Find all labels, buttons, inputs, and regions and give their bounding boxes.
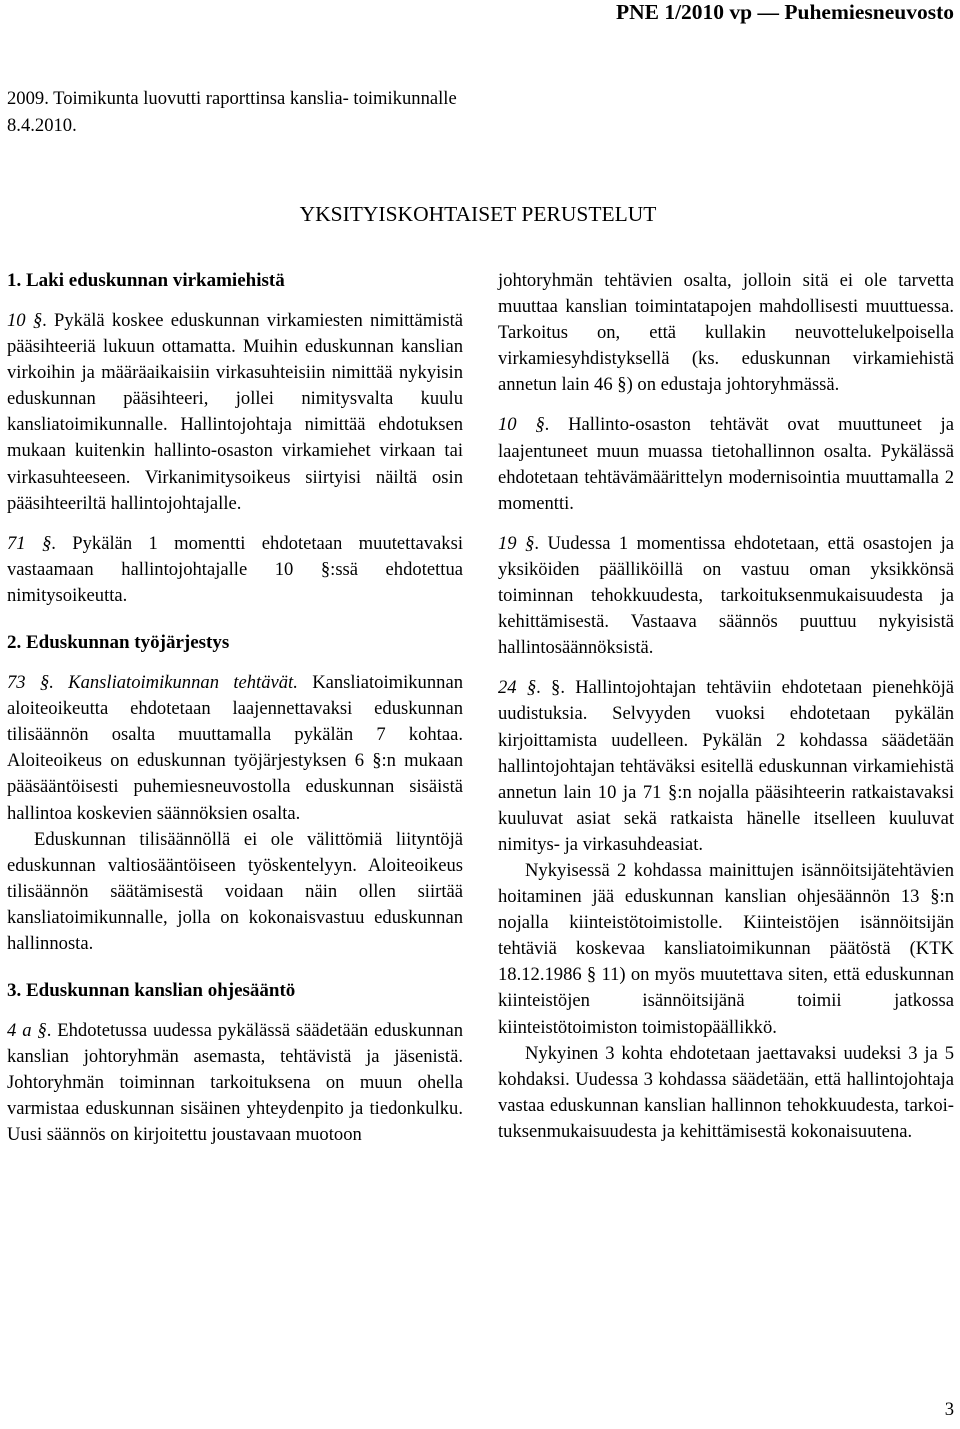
- paragraph-text: . Pykälä koskee eduskunnan virkamiesten nimittämistä pääsihteeriä lukuun ottamatta. Muihin eduskunnan kanslian virkoihin ja määräaikaisiin virkasuhteisiin nimittää nykyisin eduskunnan pääsihteeri, jollei nimitysvalta kuulu kansliatoimikunnalle. Hallintojohtaja nimittää ehdotuksen mukaan kuitenkin hallinto-osaston virkamiehet virkaan tai virkasuhteeseen. Virkanimitysoikeus siirtyisi näiltä osin pääsihteeriltä hallintojohtajalle.: [7, 310, 463, 514]
- page-number: 3: [944, 1399, 954, 1420]
- paragraph-24-section: [498, 675, 954, 858]
- paragraph-text: Kansliatoimikunnan aloiteoikeutta ehdotetaan laajennettavaksi eduskunnan tilisäännön osalta muuttamalla pykälän 7 kohtaa. Aloiteoikeus on eduskunnan työjärjestyksen 6 §:n mukaan pääsääntöisesti puhemiesneuvostolla eduskunnan sisäistä hallintoa koskevien säännöksien osalta.: [7, 672, 463, 824]
- paragraph-text: . Ehdotetussa uudessa pykälässä säädetään eduskunnan kanslian johtoryhmän asemasta, tehtävistä ja jäsenistä. Johtoryhmän toiminnan tarkoituksena on muun ohella varmistaa eduskunnan sisäinen yhteydenpito ja tiedonkulku. Uusi säännös on kirjoitettu joustavaan muotoon: [7, 1020, 464, 1146]
- intro-paragraph: 2009. Toimikunta luovutti raporttinsa kanslia- toimikunnalle 8.4.2010.: [7, 88, 457, 136]
- paragraph-isannoitsija: Nykyisessä 2 kohdassa mainittujen isännöitsijätehtävien hoitaminen jää eduskunnan kanslian ohjesäännön 13 §:n nojalla kiinteistötoimistolle. Kiinteistöjen isännöitsijän tehtäviä koskevaa kansliatoimikunnan päätöstä (KTK 18.12.1986 § 11) on myös muutettava siten, että eduskunnan kiinteistöjen isännöitsijänä toimii jatkossa kiinteistötoimiston toimistopäällikkö.: [498, 859, 954, 1038]
- paragraph-19-section: [498, 531, 954, 661]
- section-ref: 4 a §: [7, 1020, 47, 1042]
- paragraph-kohta-3: Nykyinen 3 kohta ehdotetaan jaettavaksi uudeksi 3 ja 5 kohdaksi. Uudessa 3 kohdassa säädetään, että hallintojohtaja vastaa eduskunnan kanslian hallinnon tehokkuudesta, tarkoituksenmukaisuudesta ja kehittämisestä kokonaisuutena.: [498, 1042, 954, 1142]
- paragraph-text: . Uudessa 1 momentissa ehdotetaan, että osastojen ja yksiköiden päälliköillä on vastuu oman yksikkönsä toiminnan tehokkuudesta, tarkoituksenmukaisuudesta ja kehittämisestä. Vastaava säännös puuttuu nykyisistä hallintosäännöksistä.: [498, 532, 954, 659]
- paragraph-71-section: [7, 531, 463, 609]
- section-ref: 73 §. Kansliatoimikunnan tehtävät.: [7, 672, 298, 694]
- paragraph-tilisaanto: Eduskunnan tilisäännöllä ei ole välittömiä liityntöjä eduskunnan valtiosääntöiseen työskentelyyn. Aloiteoikeus tilisäännön säätämisestä voidaan näin ollen siirtää kansliatoimikunnalle, jolla on kokonaisvastuu eduskunnan hallinnosta.: [7, 828, 463, 954]
- running-header: PNE 1/2010 vp — Puhemiesneuvosto: [615, 0, 954, 24]
- heading-laki-virkamiehista: 1. Laki eduskunnan virkamiehistä: [7, 270, 285, 291]
- section-ref: 10 §: [498, 414, 545, 436]
- paragraph-text: . §. Hallintojohtajan tehtäviin ehdotetaan pienehköjä uudistuksia. Selvyyden vuoksi ehdotetaan pykälän kirjoittamista uudelleen. Pykälän 2 kohdassa säädetään hallintojohtajan tehtäväksi esitellä eduskunnan virkamiehistä annetun lain 10 ja 71 §:n nojalla pääsihteerin ratkaistavaksi kuuluvat asiat sekä ratkaista hänelle itselleen kuuluvat nimitys- ja virkasuhdeasiat.: [498, 677, 954, 855]
- left-column: [7, 268, 463, 1149]
- section-ref: 24 §: [498, 677, 537, 699]
- right-column: [498, 268, 954, 1145]
- paragraph-text: . Pykälän 1 momentti ehdotetaan muutettavaksi vastaamaan hallintojohtajalle 10 §:ssä ehdotettua nimitysoikeutta.: [7, 532, 463, 606]
- paragraph-text: . Hallinto-osaston tehtävät ovat muuttuneet ja laajentuneet muun muassa tietohallinnon osalta. Pykälässä ehdotetaan tehtävämäärittelyn modernisointia muuttamalla 2 momentti.: [498, 414, 954, 514]
- section-ref: 10 §: [7, 310, 43, 331]
- paragraph-10-section-ohjesaanto: [498, 412, 954, 516]
- heading-ohjesaanto: 3. Eduskunnan kanslian ohjesääntö: [7, 980, 296, 1002]
- paragraph-10-section: [7, 308, 463, 517]
- section-ref: 71 §: [7, 532, 52, 554]
- paragraph-73-section: [7, 670, 463, 827]
- heading-tyojarjestys: 2. Eduskunnan työjärjestys: [7, 632, 230, 654]
- section-title: YKSITYISKOHTAISET PERUSTELUT: [299, 202, 657, 226]
- paragraph-4a-section: [7, 1018, 463, 1148]
- section-ref: 19 §: [498, 532, 535, 554]
- paragraph-johtoryhma-continued: johtoryhmän tehtävien osalta, jolloin sitä ei ole tarvetta muuttaa kanslian toimintatapojen mahdollisesti muuttuessa. Tarkoitus on, että kullakin neuvottelukelpoisella virkamiesyhdistyksellä (ks. eduskunnan virkamiehistä annetun lain 46 §) on edustaja johtoryhmässä.: [498, 270, 954, 396]
